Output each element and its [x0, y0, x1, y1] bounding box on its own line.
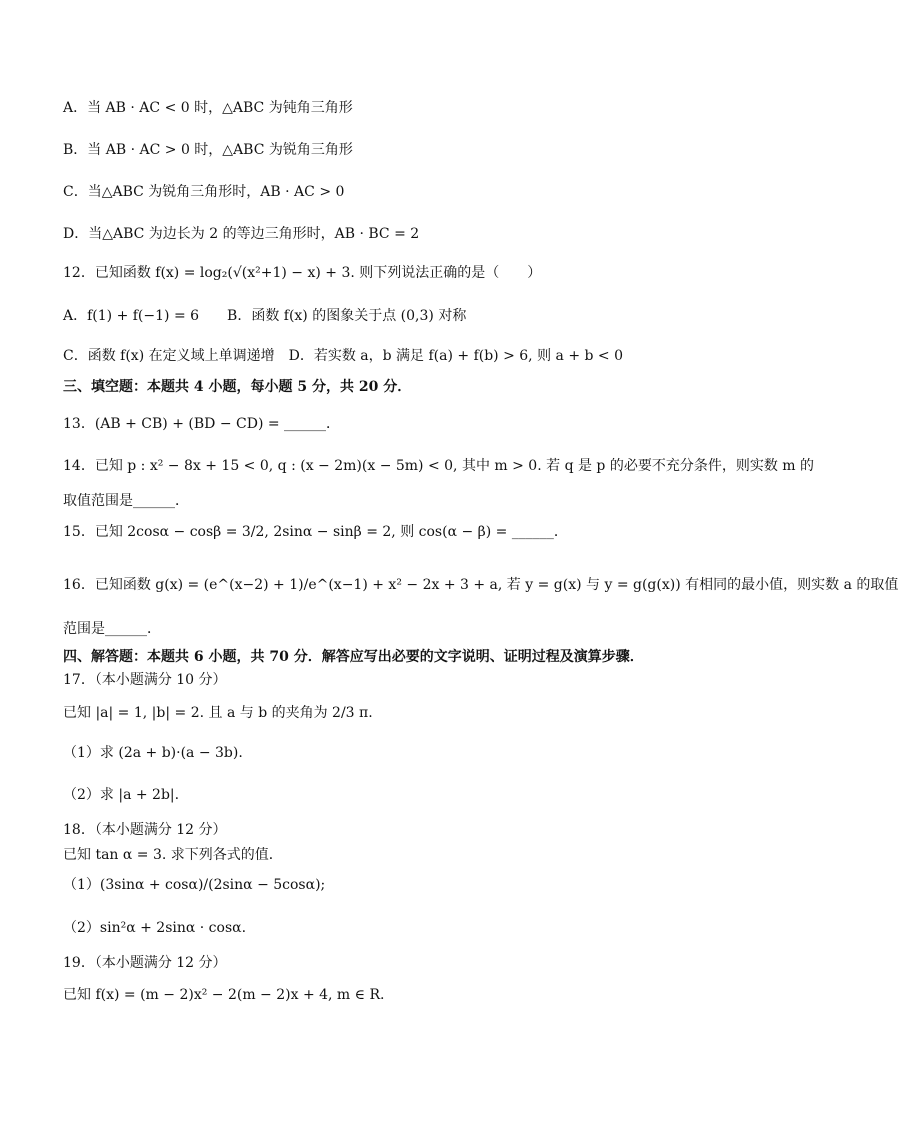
q17-stem: 已知 |a| = 1, |b| = 2. 且 a 与 b 的夹角为 2/3 π. [63, 705, 373, 721]
q17-heading: 17．（本小题满分 10 分） [63, 672, 227, 688]
q12-options-ab: A．f(1) + f(−1) = 6 B．函数 f(x) 的图象关于点 (0,3) 对称 [63, 308, 467, 324]
q12-options-cd: C．函数 f(x) 在定义域上单调递增 D．若实数 a，b 满足 f(a) + f(b) > 6, 则 a + b < 0 [63, 348, 624, 364]
q11-option-d: D．当△ABC 为边长为 2 的等边三角形时，AB · BC = 2 [63, 226, 420, 242]
q11-option-c: C．当△ABC 为锐角三角形时，AB · AC > 0 [63, 184, 345, 200]
q15: 15．已知 2cosα − cosβ = 3/2, 2sinα − sinβ = 2, 则 cos(α − β) = ______． [63, 524, 568, 540]
q18-part-2: （2）sin²α + 2sinα · cosα. [63, 920, 247, 936]
section-4-heading: 四、解答题：本题共 6 小题，共 70 分．解答应写出必要的文字说明、证明过程及演算步骤． [63, 649, 644, 665]
q17-part-2: （2）求 |a + 2b|. [63, 787, 180, 803]
q14-line-2: 取值范围是______． [63, 493, 189, 509]
q18-stem: 已知 tan α = 3. 求下列各式的值． [63, 847, 283, 863]
q12-stem: 12．已知函数 f(x) = log₂(√(x²+1) − x) + 3. 则下列说法正确的是（ ） [63, 265, 542, 281]
q13: 13．(AB + CB) + (BD − CD) = ______． [63, 416, 341, 432]
q18-heading: 18．（本小题满分 12 分） [63, 822, 227, 838]
q16-line-2: 范围是______． [63, 621, 161, 637]
section-3-heading: 三、填空题：本题共 4 小题，每小题 5 分，共 20 分． [63, 379, 412, 395]
q16-line-1: 16．已知函数 g(x) = (e^(x−2) + 1)/e^(x−1) + x² − 2x + 3 + a, 若 y = g(x) 与 y = g(g(x)) 有相同的最小值，则实数 a 的取值 [63, 577, 898, 593]
q14-line-1: 14．已知 p : x² − 8x + 15 < 0, q : (x − 2m)(x − 5m) < 0, 其中 m > 0. 若 q 是 p 的必要不充分条件，则实数 m 的 [63, 458, 815, 474]
q11-option-a: A．当 AB · AC < 0 时，△ABC 为钝角三角形 [63, 100, 353, 116]
q19-stem: 已知 f(x) = (m − 2)x² − 2(m − 2)x + 4, m ∈ R. [63, 987, 385, 1003]
q18-part-1: （1）(3sinα + cosα)/(2sinα − 5cosα); [63, 877, 326, 893]
q11-option-b: B．当 AB · AC > 0 时，△ABC 为锐角三角形 [63, 142, 353, 158]
q19-heading: 19．（本小题满分 12 分） [63, 955, 227, 971]
q17-part-1: （1）求 (2a + b)·(a − 3b). [63, 745, 243, 761]
